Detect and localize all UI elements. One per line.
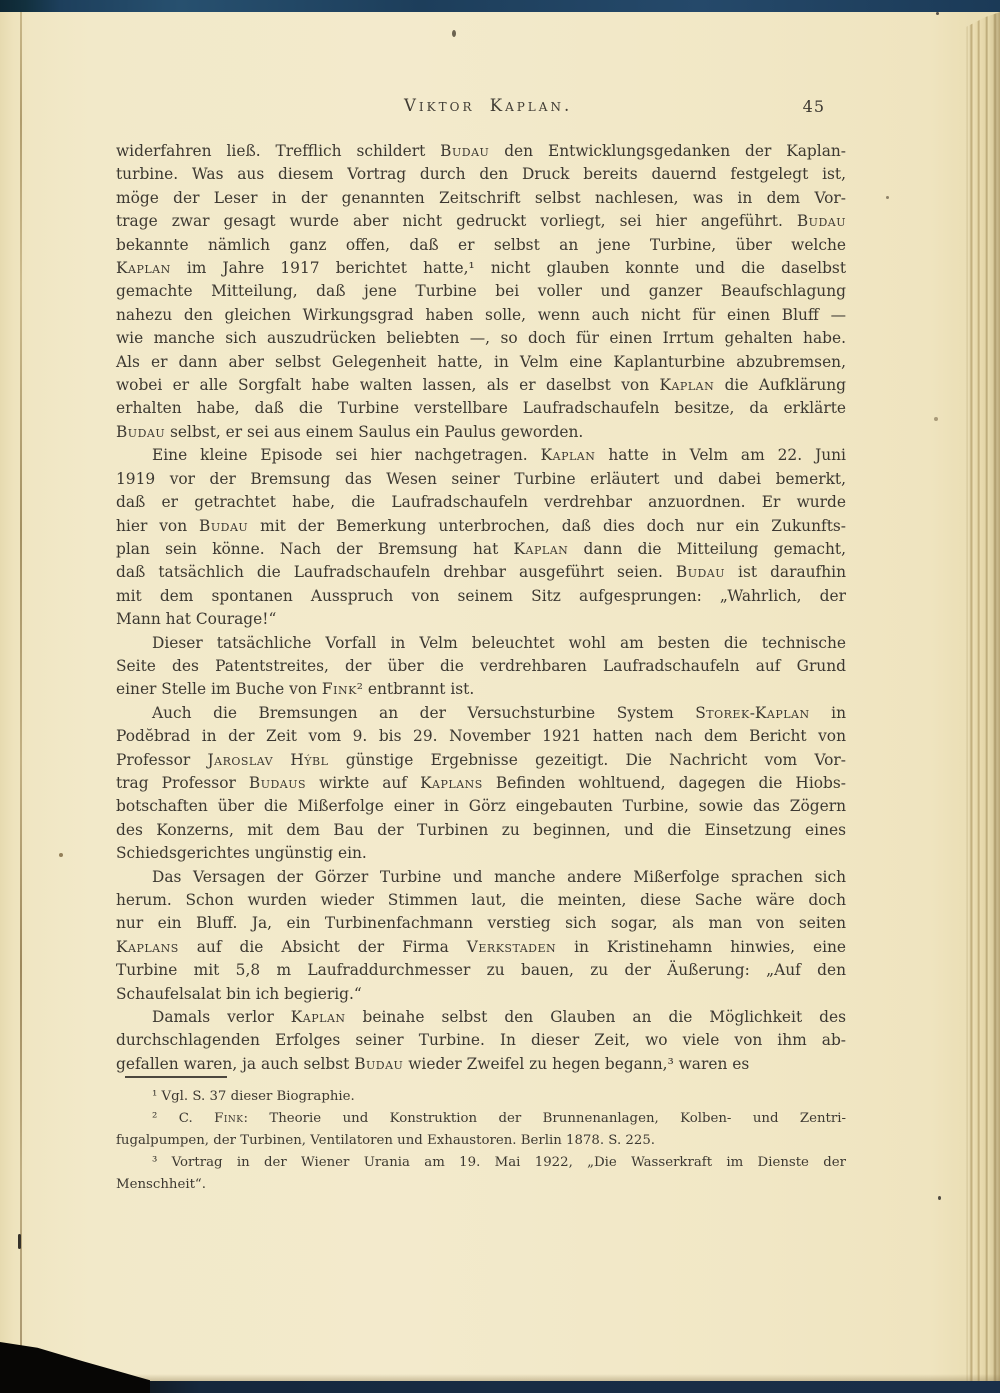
text-line: möge der Leser in der genannten Zeitschrift selbst nachlesen, was in dem Vor- [116,188,846,207]
smallcaps-name: Kaplan [116,259,171,278]
footnote-line: Menschheit“. [116,1177,206,1192]
smallcaps-name: Kaplan [513,539,569,558]
text-line: gefallen waren, ja auch selbst Budau wieder Zweifel zu hegen begann,³ waren es [116,1054,750,1073]
page-number: 45 [802,97,825,116]
smallcaps-name: Fink [214,1111,244,1126]
smallcaps-name: Hýbl [290,750,329,769]
page-header [116,96,846,120]
text-line: nur ein Bluff. Ja, ein Turbinenfachmann verstieg sich sogar, als man von seiten [116,914,846,933]
smallcaps-name: Budau [199,516,249,535]
smallcaps-name: Kaplan [290,1008,346,1027]
smallcaps-name: Kaplans [420,773,483,792]
paragraph [116,632,846,702]
smallcaps-name: Kaplans [116,937,179,956]
text-line: einer Stelle im Buche von Fink² entbrannt ist. [116,680,475,699]
text-line: daß tatsächlich die Laufradschaufeln drehbar ausgeführt seien. Budau ist daraufhin [116,563,846,582]
text-line: Podĕbrad in der Zeit vom 9. bis 29. November 1921 hatten nach dem Bericht von [116,727,846,746]
smallcaps-name: Verkstaden [466,937,557,956]
text-line: Damals verlor Kaplan beinahe selbst den Glauben an die Möglichkeit des [152,1008,846,1027]
smallcaps-name: Kaplan [540,446,596,465]
text-line: Professor Jaroslav Hýbl günstige Ergebnisse gezeitigt. Die Nachricht vom Vor- [116,750,846,769]
body-text [116,140,846,1076]
text-line: 1919 vor der Bremsung das Wesen seiner Turbine erläutert und dabei bemerkt, [116,469,846,488]
text-line: Schiedsgerichtes ungünstig ein. [116,844,367,863]
smallcaps-name: Storek [695,703,750,722]
running-title: Viktor Kaplan. [404,96,573,115]
smallcaps-name: Fink [321,680,357,699]
page-edge-stack [964,12,1000,1381]
text-line: Turbine mit 5,8 m Laufraddurchmesser zu bauen, zu der Äußerung: „Auf den [116,961,846,980]
paragraph [116,444,846,631]
text-line: Dieser tatsächliche Vorfall in Velm beleuchtet wohl am besten die technische [152,633,846,652]
text-line: Kaplan im Jahre 1917 berichtet hatte,¹ nicht glauben konnte und die daselbst [116,259,846,278]
footnote-line: ³ Vortrag in der Wiener Urania am 19. Mai 1922, „Die Wasserkraft im Dienste der [152,1155,846,1170]
text-line: durchschlagenden Erfolges seiner Turbine. In dieser Zeit, wo viele von ihm ab- [116,1031,846,1050]
footnote-line: ¹ Vgl. S. 37 dieser Biographie. [152,1089,355,1104]
footnotes [116,1086,846,1196]
smallcaps-name: Budau [440,142,490,160]
smallcaps-name: Kaplan [659,376,715,395]
footnote-line: fugalpumpen, der Turbinen, Ventilatoren und Exhaustoren. Berlin 1878. S. 225. [116,1133,656,1148]
paragraph [116,866,846,1006]
smallcaps-name: Budaus [248,773,307,792]
text-line: Eine kleine Episode sei hier nachgetragen. Kaplan hatte in Velm am 22. Juni [152,446,846,465]
smallcaps-name: Budau [796,212,846,231]
paragraph [116,140,846,444]
footnote-line: ² C. Fink: Theorie und Konstruktion der Brunnenanlagen, Kolben- und Zentri- [152,1111,846,1126]
text-line: Das Versagen der Görzer Turbine und manche andere Mißerfolge sprachen sich [152,867,846,886]
text-line: erhalten habe, daß die Turbine verstellbare Laufradschaufeln besitze, da erklärte [116,399,846,418]
text-line: hier von Budau mit der Bemerkung unterbrochen, daß dies doch nur ein Zukunfts- [116,516,846,535]
text-line: Auch die Bremsungen an der Versuchsturbine System Storek-Kaplan in [152,703,846,722]
page-gutter-fold [20,12,22,1375]
text-line: bekannte nämlich ganz offen, daß er selbst an jene Turbine, über welche [116,235,846,254]
text-line: wobei er alle Sorgfalt habe walten lassen, als er daselbst von Kaplan die Aufklärung [116,376,846,395]
text-line: widerfahren ließ. Trefflich schildert Budau den Entwicklungsgedanken der Kaplan- [116,142,846,160]
footnote-separator-rule [125,1076,227,1078]
paragraph [116,1006,846,1076]
smallcaps-name: Jaroslav [207,750,274,769]
text-line: trag Professor Budaus wirkte auf Kaplans Befinden wohltuend, dagegen die Hiobs- [116,773,846,792]
text-line: plan sein könne. Nach der Bremsung hat Kaplan dann die Mitteilung gemacht, [116,539,846,558]
text-line: Als er dann aber selbst Gelegenheit hatte, in Velm eine Kaplanturbine abzubremsen, [116,352,846,371]
text-line: Seite des Patentstreites, der über die verdrehbaren Laufradschaufeln auf Grund [116,656,846,675]
text-line: Mann hat Courage!“ [116,610,277,629]
text-line: nahezu den gleichen Wirkungsgrad haben solle, wenn auch nicht für einen Bluff — [116,305,846,324]
text-line: Schaufelsalat bin ich begierig.“ [116,984,362,1003]
text-line: des Konzerns, mit dem Bau der Turbinen zu beginnen, und die Einsetzung eines [116,820,846,839]
paragraph [116,702,846,866]
smallcaps-name: Kaplan [754,703,810,722]
text-line: daß er getrachtet habe, die Laufradschaufeln verdrehbar anzuordnen. Er wurde [116,493,846,512]
text-line: wie manche sich auszudrücken beliebten —, so doch für einen Irrtum gehalten habe. [116,329,846,348]
smallcaps-name: Budau [675,563,726,582]
text-line: mit dem spontanen Ausspruch von seinem Sitz aufgesprungen: „Wahrlich, der [116,586,846,605]
text-line: Budau selbst, er sei aus einem Saulus ein Paulus geworden. [116,422,584,441]
text-line: Kaplans auf die Absicht der Firma Verkstaden in Kristinehamn hinwies, eine [116,937,847,956]
book-cover-bottom-edge [0,1381,1000,1393]
smallcaps-name: Budau [116,422,166,441]
text-line: botschaften über die Mißerfolge einer in Görz eingebauten Turbine, sowie das Zögern [116,797,846,816]
text-line: trage zwar gesagt wurde aber nicht gedruckt vorliegt, sei hier angeführt. Budau [116,212,846,231]
text-line: turbine. Was aus diesem Vortrag durch den Druck bereits dauernd festgelegt ist, [116,165,846,184]
smallcaps-name: Budau [354,1054,404,1073]
text-line: gemachte Mitteilung, daß jene Turbine bei voller und ganzer Beaufschlagung [116,282,846,301]
text-line: herum. Schon wurden wieder Stimmen laut, die meinten, diese Sache wäre doch [116,891,846,909]
book-page [0,12,1000,1381]
